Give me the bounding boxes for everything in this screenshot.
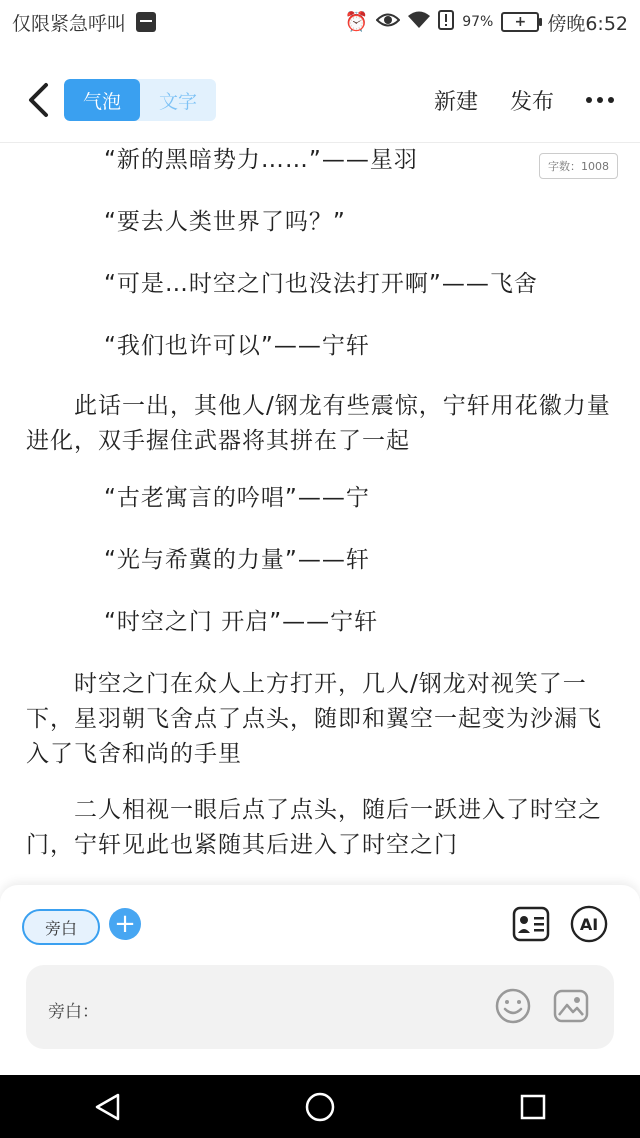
- paragraph[interactable]: 二人相视一眼后点了点头，随后一跃进入了时空之门，宁轩见此也紧随其后进入了时空之门: [26, 797, 602, 858]
- character-card-icon[interactable]: [512, 905, 550, 943]
- nav-home-icon[interactable]: [300, 1087, 340, 1127]
- eye-icon: [376, 11, 400, 33]
- word-count-badge: 字数：1008: [539, 153, 618, 179]
- battery-icon: [501, 12, 539, 32]
- add-role-button[interactable]: +: [109, 908, 141, 940]
- input-label: 旁白：: [48, 1002, 99, 1022]
- app-header: [0, 58, 640, 143]
- battery-charging-sign: +: [514, 14, 527, 30]
- calendar-icon: [136, 12, 156, 32]
- paragraph[interactable]: “可是…时空之门也没法打开啊”——飞舍: [104, 271, 538, 297]
- nav-recents-icon[interactable]: [513, 1087, 553, 1127]
- tab-bubble[interactable]: 气泡: [64, 79, 140, 121]
- more-icon[interactable]: [586, 97, 614, 103]
- carrier-text: 仅限紧急呼叫: [12, 12, 127, 35]
- alert-icon: [438, 10, 454, 34]
- story-content[interactable]: [0, 143, 640, 885]
- paragraph[interactable]: 此话一出，其他人/钢龙有些震惊，宁轩用花徽力量进化，双手握住武器将其拼在了一起: [26, 393, 611, 454]
- new-button[interactable]: 新建: [433, 89, 478, 115]
- chevron-left-icon: [27, 82, 49, 118]
- battery-percent: 97%: [462, 14, 494, 30]
- paragraph[interactable]: “新的黑暗势力……”——星羽: [104, 147, 418, 173]
- ai-label: AI: [579, 914, 599, 934]
- composer-panel: [0, 885, 640, 1075]
- dialogue-input[interactable]: [26, 965, 614, 1049]
- paragraph[interactable]: “时空之门 开启”——宁轩: [104, 609, 379, 635]
- clock: 傍晚6:52: [547, 12, 628, 35]
- paragraph[interactable]: 时空之门在众人上方打开，几人/钢龙对视笑了一下，星羽朝飞舍点了点头，随即和翼空一起变为沙漏飞入了飞舍和尚的手里: [26, 671, 602, 767]
- mode-switch: [64, 79, 216, 121]
- image-icon[interactable]: [552, 987, 590, 1025]
- status-bar: [0, 0, 640, 44]
- paragraph[interactable]: “光与希冀的力量”——轩: [104, 547, 370, 573]
- alarm-icon: ⏰: [344, 10, 369, 33]
- paragraph[interactable]: “我们也许可以”——宁轩: [104, 333, 370, 359]
- paragraph[interactable]: “古老寓言的吟唱”——宁: [104, 485, 370, 511]
- system-nav-bar: [0, 1075, 640, 1138]
- back-button[interactable]: [16, 78, 60, 122]
- nav-back-icon[interactable]: [87, 1087, 127, 1127]
- paragraph[interactable]: “要去人类世界了吗？”: [104, 209, 346, 235]
- tab-text[interactable]: 文字: [158, 90, 197, 113]
- wifi-icon: [408, 11, 430, 33]
- emoji-icon[interactable]: [494, 987, 532, 1025]
- ai-button[interactable]: [570, 905, 608, 943]
- role-chip-narration[interactable]: 旁白: [22, 909, 100, 945]
- publish-button[interactable]: 发布: [509, 89, 554, 115]
